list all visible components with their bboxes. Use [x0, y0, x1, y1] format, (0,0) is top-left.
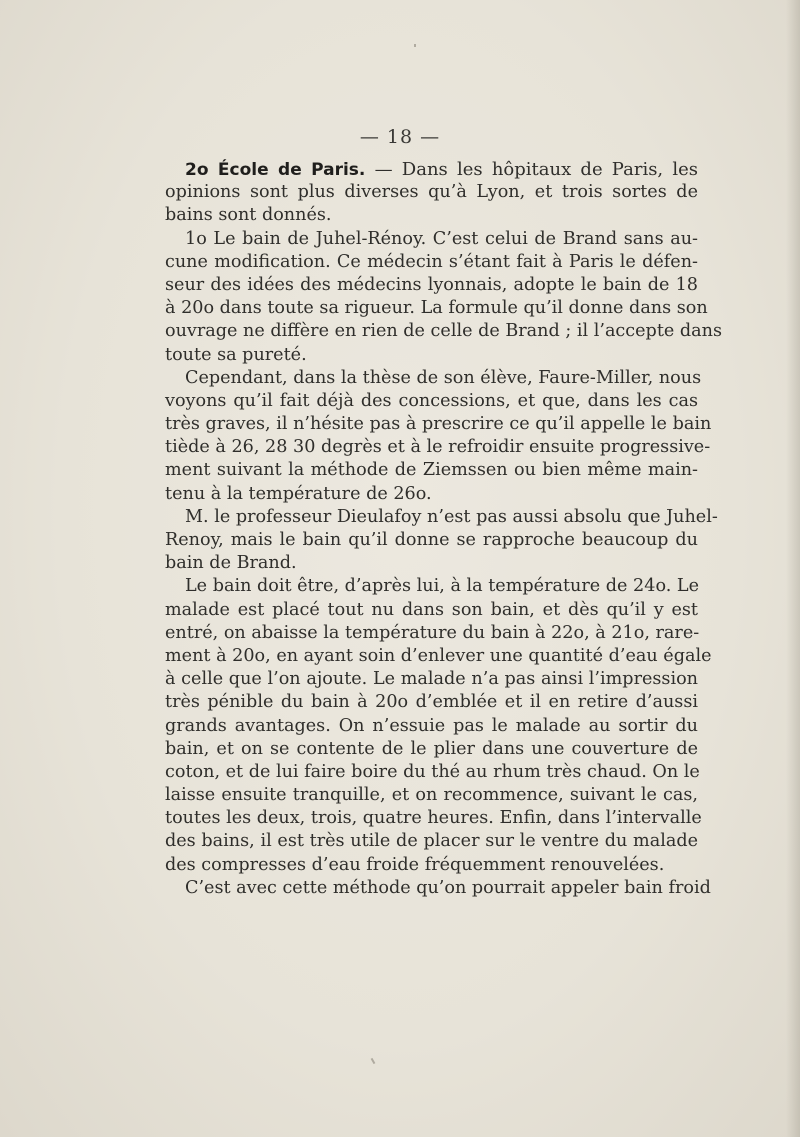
paper-speck	[371, 1058, 376, 1064]
text-line: bains sont donnés.	[165, 205, 332, 226]
text-line: Le bain doit être, d’après lui, à la température de 24o. Le	[185, 576, 700, 597]
section-heading: 2o École de Paris.	[185, 160, 366, 180]
text-line: seur des idées des médecins lyonnais, adopte le bain de 18	[165, 274, 698, 295]
text-line: tenu à la température de 26o.	[165, 483, 432, 504]
text-line: à celle que l’on ajoute. Le malade n’a pas ainsi l’impression	[165, 669, 698, 690]
text-line: ment suivant la méthode de Ziemssen ou bien même main-	[165, 460, 698, 481]
body-text	[165, 158, 723, 900]
text-line: laisse ensuite tranquille, et on recommence, suivant le cas,	[165, 785, 698, 806]
text-line: 1o Le bain de Juhel-Rénoy. C’est celui de Brand sans au-	[185, 228, 698, 249]
text-line-1	[165, 158, 698, 181]
text-line: tiède à 26, 28 30 degrès et à le refroidir ensuite progressive-	[165, 437, 711, 458]
page-edge-shadow	[786, 0, 800, 1137]
text-line: très graves, il n’hésite pas à prescrire ce qu’il appelle le bain	[165, 414, 712, 435]
text-line: M. le professeur Dieulafoy n’est pas aussi absolu que Juhel-	[185, 506, 718, 527]
text-line: bain de Brand.	[165, 553, 297, 574]
text-line: entré, on abaisse la température du bain à 22o, à 21o, rare-	[165, 622, 700, 643]
text-line: bain, et on se contente de le plier dans une couverture de	[165, 738, 698, 759]
page-number: — 18 —	[359, 126, 441, 148]
text-line: opinions sont plus diverses qu’à Lyon, et trois sortes de	[165, 182, 698, 203]
text-line: toutes les deux, trois, quatre heures. Enfin, dans l’intervalle	[165, 808, 702, 829]
text-line: ouvrage ne diffère en rien de celle de Brand ; il l’accepte dans	[165, 321, 723, 342]
text-line-1-rest: — Dans les hôpitaux de Paris, les	[365, 159, 699, 180]
text-line: C’est avec cette méthode qu’on pourrait appeler bain froid	[185, 877, 711, 898]
text-line: des bains, il est très utile de placer sur le ventre du malade	[165, 831, 698, 852]
text-line: grands avantages. On n’essuie pas le malade au sortir du	[165, 715, 698, 736]
text-line: cune modification. Ce médecin s’étant fait à Paris le défen-	[165, 251, 698, 272]
text-line: Renoy, mais le bain qu’il donne se rapproche beaucoup du	[165, 530, 698, 550]
paper-speck	[414, 44, 416, 47]
text-line: très pénible du bain à 20o d’emblée et il en retire d’aussi	[165, 692, 698, 713]
text-line: toute sa pureté.	[165, 344, 307, 365]
text-line: Cependant, dans la thèse de son élève, Faure-Miller, nous	[185, 367, 702, 388]
text-line: malade est placé tout nu dans son bain, et dès qu’il y est	[165, 599, 698, 620]
text-line: coton, et de lui faire boire du thé au rhum très chaud. On le	[165, 761, 700, 782]
text-line: ment à 20o, en ayant soin d’enlever une quantité d’eau égale	[165, 645, 712, 666]
text-line: des compresses d’eau froide fréquemment renouvelées.	[165, 854, 665, 875]
text-line: à 20o dans toute sa rigueur. La formule qu’il donne dans son	[165, 298, 708, 319]
text-line: voyons qu’il fait déjà des concessions, et que, dans les cas	[165, 390, 698, 411]
